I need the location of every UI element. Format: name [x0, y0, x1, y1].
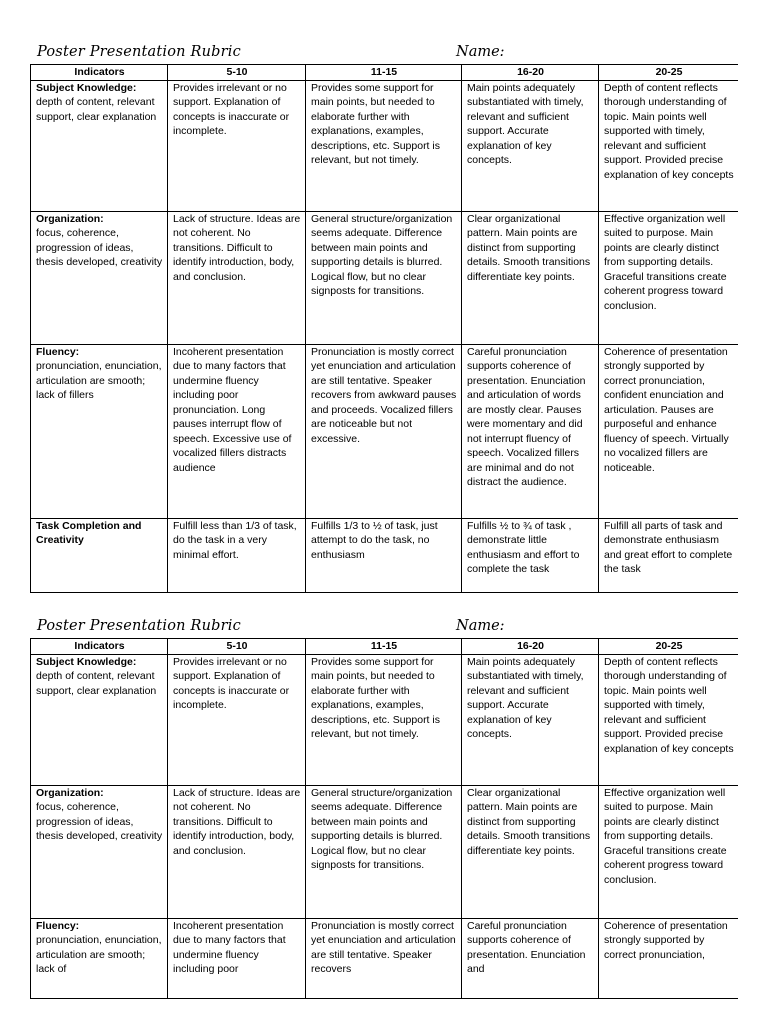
table-header-row	[31, 639, 739, 655]
criteria-cell: General structure/organization seems adequate. Difference between main points and supporting details is blurred. Logical flow, but no clear signposts for transitions.	[306, 785, 462, 918]
rubric-table	[30, 638, 738, 999]
column-header-score: 16-20	[462, 639, 599, 655]
table-row	[31, 211, 739, 344]
indicator-description: pronunciation, enunciation, articulation are smooth; lack of	[36, 934, 162, 975]
criteria-cell: Effective organization well suited to purpose. Main points are clearly distinct from supporting details. Graceful transitions create coherent progress toward conclusion.	[599, 785, 739, 918]
criteria-cell: Lack of structure. Ideas are not coherent. No transitions. Difficult to identify introduction, body, and conclusion.	[168, 785, 306, 918]
column-header-score: 11-15	[306, 639, 462, 655]
criteria-cell: Provides some support for main points, but needed to elaborate further with explanations, examples, descriptions, etc. Support is relevant, but not timely.	[306, 80, 462, 211]
indicator-title: Subject Knowledge:	[36, 655, 137, 668]
indicator-description: depth of content, relevant support, clear explanation	[36, 96, 157, 123]
criteria-cell: Incoherent presentation due to many factors that undermine fluency including poor pronunciation. Long pauses interrupt flow of speech. Excessive use of vocalized fillers distracts audience	[168, 344, 306, 518]
indicator-title: Organization:	[36, 212, 104, 225]
criteria-cell: General structure/organization seems adequate. Difference between main points and supporting details is blurred. Logical flow, but no clear signposts for transitions.	[306, 211, 462, 344]
criteria-cell: Pronunciation is mostly correct yet enunciation and articulation are still tentative. Speaker recovers	[306, 918, 462, 998]
indicator-title: Task Completion and Creativity	[36, 519, 142, 546]
criteria-cell: Clear organizational pattern. Main points are distinct from supporting details. Smooth transitions differentiate key points.	[462, 211, 599, 344]
rubric-table-wrap	[30, 64, 738, 594]
indicator-description: focus, coherence, progression of ideas, thesis developed, creativity	[36, 801, 163, 842]
column-header-indicators: Indicators	[31, 639, 168, 655]
criteria-cell: Depth of content reflects thorough understanding of topic. Main points well supported with timely, relevant and sufficient support. Provided precise explanation of key concepts	[599, 80, 739, 211]
table-row	[31, 344, 739, 518]
table-row	[31, 654, 739, 785]
table-row	[31, 80, 739, 211]
criteria-cell: Incoherent presentation due to many factors that undermine fluency including poor	[168, 918, 306, 998]
criteria-cell: Clear organizational pattern. Main points are distinct from supporting details. Smooth transitions differentiate key points.	[462, 785, 599, 918]
criteria-cell: Provides irrelevant or no support. Explanation of concepts is inaccurate or incomplete.	[168, 654, 306, 785]
table-header-row	[31, 65, 739, 81]
indicator-description: depth of content, relevant support, clear explanation	[36, 670, 157, 697]
indicator-title: Fluency:	[36, 345, 80, 358]
criteria-cell: Provides irrelevant or no support. Explanation of concepts is inaccurate or incomplete.	[168, 80, 306, 211]
rubric-page-1	[0, 40, 768, 600]
indicator-title: Organization:	[36, 786, 104, 799]
criteria-cell: Pronunciation is mostly correct yet enunciation and articulation are still tentative. Speaker recovers from awkward pauses and proceeds. Vocalized fillers are noticeable but not excessive.	[306, 344, 462, 518]
criteria-cell: Coherence of presentation strongly supported by correct pronunciation,	[599, 918, 739, 998]
criteria-cell: Fulfills ½ to ¾ of task , demonstrate little enthusiasm and effort to complete the task	[462, 518, 599, 592]
criteria-cell: Careful pronunciation supports coherence of presentation. Enunciation and	[462, 918, 599, 998]
indicator-description: pronunciation, enunciation, articulation are smooth; lack of fillers	[36, 360, 162, 401]
indicator-title: Subject Knowledge:	[36, 81, 137, 94]
criteria-cell: Fulfill less than 1/3 of task, do the task in a very minimal effort.	[168, 518, 306, 592]
name-label: Name:	[456, 44, 505, 60]
indicator-cell	[31, 918, 168, 998]
criteria-cell: Main points adequately substantiated with timely, relevant and sufficient support. Accurate explanation of key concepts.	[462, 80, 599, 211]
indicator-cell	[31, 211, 168, 344]
criteria-cell: Lack of structure. Ideas are not coherent. No transitions. Difficult to identify introduction, body, and conclusion.	[168, 211, 306, 344]
rubric-page-2	[0, 614, 768, 1024]
column-header-indicators: Indicators	[31, 65, 168, 81]
table-row	[31, 518, 739, 592]
indicator-cell	[31, 80, 168, 211]
criteria-cell: Fulfill all parts of task and demonstrate enthusiasm and great effort to complete the task	[599, 518, 739, 592]
table-row	[31, 918, 739, 998]
criteria-cell: Coherence of presentation strongly supported by correct pronunciation, confident enunciation and articulation. Pauses are purposeful and enhance fluency of speech. Virtually no vocalized fillers are noticeable.	[599, 344, 739, 518]
table-row	[31, 785, 739, 918]
rubric-header-2	[0, 614, 768, 638]
criteria-cell: Fulfills 1/3 to ½ of task, just attempt to do the task, no enthusiasm	[306, 518, 462, 592]
column-header-score: 11-15	[306, 65, 462, 81]
rubric-title: Poster Presentation Rubric	[37, 618, 241, 634]
column-header-score: 5-10	[168, 639, 306, 655]
name-label: Name:	[456, 618, 505, 634]
criteria-cell: Provides some support for main points, but needed to elaborate further with explanations, examples, descriptions, etc. Support is relevant, but not timely.	[306, 654, 462, 785]
rubric-table-wrap	[30, 638, 738, 1016]
rubric-table	[30, 64, 738, 593]
indicator-cell	[31, 518, 168, 592]
column-header-score: 16-20	[462, 65, 599, 81]
rubric-header-1	[0, 40, 768, 64]
rubric-title: Poster Presentation Rubric	[37, 44, 241, 60]
indicator-description: focus, coherence, progression of ideas, thesis developed, creativity	[36, 227, 163, 268]
indicator-cell	[31, 344, 168, 518]
criteria-cell: Careful pronunciation supports coherence of presentation. Enunciation and articulation of words are mostly clear. Pauses were momentary and did not interrupt fluency of speech. Vocalized fillers are minimal and do not distract the audience.	[462, 344, 599, 518]
column-header-score: 5-10	[168, 65, 306, 81]
indicator-cell	[31, 785, 168, 918]
criteria-cell: Effective organization well suited to purpose. Main points are clearly distinct from supporting details. Graceful transitions create coherent progress toward conclusion.	[599, 211, 739, 344]
column-header-score: 20-25	[599, 65, 739, 81]
criteria-cell: Depth of content reflects thorough understanding of topic. Main points well supported with timely, relevant and sufficient support. Provided precise explanation of key concepts	[599, 654, 739, 785]
indicator-title: Fluency:	[36, 919, 80, 932]
criteria-cell: Main points adequately substantiated with timely, relevant and sufficient support. Accurate explanation of key concepts.	[462, 654, 599, 785]
column-header-score: 20-25	[599, 639, 739, 655]
indicator-cell	[31, 654, 168, 785]
